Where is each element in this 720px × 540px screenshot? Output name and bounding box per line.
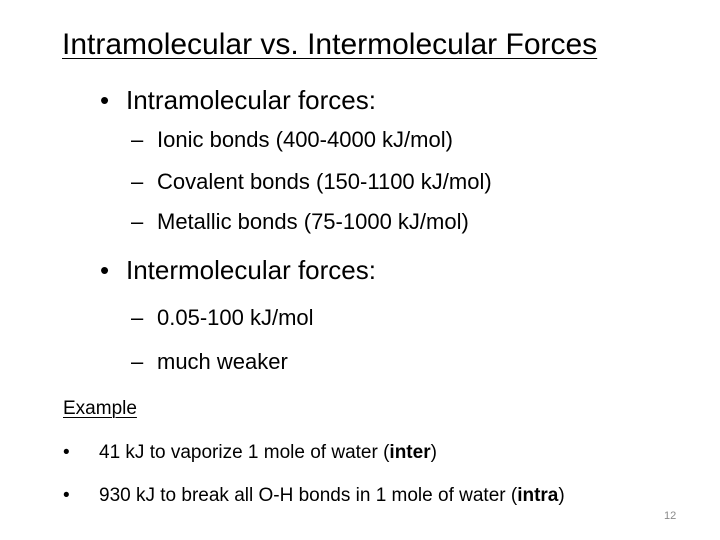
bullet-icon: • <box>100 255 110 285</box>
item-covalent-bonds <box>131 168 492 196</box>
example-item-intra <box>63 484 565 508</box>
item-ionic-bonds <box>131 126 453 154</box>
heading-intramolecular: Intramolecular forces: <box>126 85 376 115</box>
item-much-weaker <box>131 348 288 376</box>
item-text: much weaker <box>157 349 288 374</box>
example-label: Example <box>63 398 137 419</box>
dash-icon: – <box>131 209 144 234</box>
item-text: Ionic bonds (400-4000 kJ/mol) <box>157 127 453 152</box>
item-metallic-bonds <box>131 208 469 236</box>
example-text: 930 kJ to break all O-H bonds in 1 mole of water ( <box>99 485 518 506</box>
item-energy-range <box>131 304 314 332</box>
dash-icon: – <box>131 169 144 194</box>
bullet-intermolecular <box>100 254 376 286</box>
example-close: ) <box>558 485 565 506</box>
bullet-icon: • <box>63 442 70 463</box>
heading-intermolecular: Intermolecular forces: <box>126 255 376 285</box>
page-number: 12 <box>664 510 677 522</box>
example-bold: intra <box>517 485 559 506</box>
example-bold: inter <box>389 442 431 463</box>
bullet-intramolecular <box>100 84 376 116</box>
item-text: Covalent bonds (150-1100 kJ/mol) <box>157 169 492 194</box>
bullet-icon: • <box>63 485 70 506</box>
dash-icon: – <box>131 349 144 374</box>
example-item-inter <box>63 441 437 465</box>
example-text: 41 kJ to vaporize 1 mole of water ( <box>99 442 390 463</box>
item-text: 0.05-100 kJ/mol <box>157 305 314 330</box>
slide-title: Intramolecular vs. Intermolecular Forces <box>62 28 598 61</box>
dash-icon: – <box>131 305 144 330</box>
dash-icon: – <box>131 127 144 152</box>
bullet-icon: • <box>100 85 110 115</box>
example-close: ) <box>430 442 437 463</box>
item-text: Metallic bonds (75-1000 kJ/mol) <box>157 209 469 234</box>
